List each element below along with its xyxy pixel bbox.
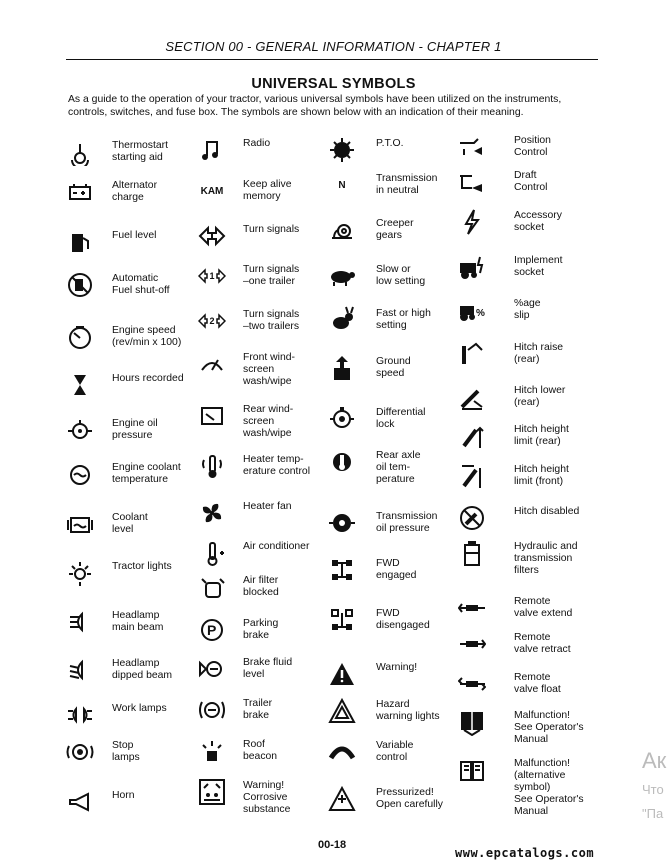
header-rule: [66, 59, 598, 60]
dipped-beam-icon: [64, 654, 96, 686]
turn-one-trailer-icon: [196, 260, 228, 292]
hitch-height-rear-icon: [456, 420, 488, 452]
symbol-label: Rear wind- screen wash/wipe: [243, 404, 294, 439]
symbol-label: Hitch height limit (rear): [514, 424, 569, 447]
trailer-brake-icon: [196, 694, 228, 726]
svg-text:P: P: [207, 622, 217, 638]
watermark-line-3: "Па: [642, 806, 664, 821]
section-header: SECTION 00 - GENERAL INFORMATION - CHAPTER 1: [165, 39, 502, 54]
battery-icon: [64, 176, 96, 208]
heater-temp-icon: [196, 450, 228, 482]
symbol-label: Heater temp- erature control: [243, 454, 310, 477]
page-title: UNIVERSAL SYMBOLS: [251, 76, 416, 92]
symbol-label: Hitch height limit (front): [514, 464, 569, 487]
rear-axle-temp-icon: [326, 446, 358, 478]
coolant-level-icon: [64, 508, 96, 540]
manual-alt-icon: [456, 754, 488, 786]
symbol-label: Draft Control: [514, 170, 548, 193]
symbol-label: Engine speed (rev/min x 100): [112, 325, 182, 348]
watermark-line-2: Что: [642, 782, 664, 797]
turn-signals-icon: [196, 220, 228, 252]
air-filter-icon: [196, 571, 228, 603]
turtle-icon: [326, 260, 358, 292]
footer-url[interactable]: www.epcatalogs.com: [455, 846, 595, 860]
hitch-disabled-icon: [456, 502, 488, 534]
manual-icon: [456, 706, 488, 738]
tractor-lights-icon: [64, 557, 96, 589]
stop-lamps-icon: [64, 736, 96, 768]
symbol-label: Pressurized! Open carefully: [376, 787, 443, 810]
front-wiper-icon: [196, 348, 228, 380]
neutral-text: [326, 169, 358, 201]
symbol-label: Hitch disabled: [514, 506, 580, 517]
svg-text:%: %: [476, 308, 485, 319]
symbol-label: Heater fan: [243, 501, 292, 512]
rear-wiper-icon: [196, 400, 228, 432]
symbol-label: Thermostart starting aid: [112, 140, 169, 163]
symbol-label: Warning!: [376, 662, 418, 673]
symbol-label: Slow or low setting: [376, 264, 426, 287]
symbol-label: Creeper gears: [376, 218, 414, 241]
position-control-icon: [456, 131, 488, 163]
symbol-label: Implement socket: [514, 255, 563, 278]
hitch-height-front-icon: [456, 460, 488, 492]
symbol-label: Automatic Fuel shut-off: [112, 273, 170, 296]
symbol-label: Remote valve retract: [514, 632, 571, 655]
symbol-label: Turn signals –one trailer: [243, 264, 300, 287]
turn-one-trailer-icon-text: 1: [209, 271, 215, 281]
symbol-label: Warning! Corrosive substance: [243, 780, 291, 815]
pto-icon: [326, 134, 358, 166]
symbol-label: Alternator charge: [112, 180, 158, 203]
symbol-label: Work lamps: [112, 703, 167, 714]
symbol-label: Headlamp dipped beam: [112, 658, 173, 681]
symbol-label: Keep alive memory: [243, 179, 292, 202]
draft-control-icon: [456, 166, 488, 198]
coolant-temp-icon: [64, 458, 96, 490]
fuel-shutoff-icon: [64, 269, 96, 301]
rabbit-icon: [326, 304, 358, 336]
symbol-label: P.T.O.: [376, 138, 404, 149]
symbol-label: Tractor lights: [112, 561, 172, 572]
turn-two-trailers-icon: [196, 305, 228, 337]
creeper-snail-icon: [326, 214, 358, 246]
symbol-label: Hazard warning lights: [376, 699, 440, 722]
horn-icon: [64, 786, 96, 818]
symbol-label: FWD disengaged: [376, 608, 430, 631]
symbol-label: Coolant level: [112, 512, 148, 535]
symbol-label: Remote valve float: [514, 672, 561, 695]
symbol-label: Headlamp main beam: [112, 610, 164, 633]
symbol-label: Turn signals –two trailers: [243, 309, 300, 332]
pressurized-icon: [326, 783, 358, 815]
symbol-label: Air filter blocked: [243, 575, 279, 598]
hourglass-icon: [64, 369, 96, 401]
neutral-text-text: N: [338, 179, 346, 191]
slip-icon: [456, 294, 488, 326]
turn-two-trailers-icon-text: 2: [209, 316, 215, 326]
symbol-label: Brake fluid level: [243, 657, 293, 680]
symbol-label: Remote valve extend: [514, 596, 573, 619]
hitch-raise-icon: [456, 338, 488, 370]
oil-pressure-icon: [64, 414, 96, 446]
symbol-label: Accessory socket: [514, 210, 562, 233]
trans-oil-pressure-icon: [326, 507, 358, 539]
symbol-label: Fuel level: [112, 230, 157, 241]
symbol-label: Fast or high setting: [376, 308, 431, 331]
implement-socket-icon: [456, 251, 488, 283]
symbol-label: Position Control: [514, 135, 551, 158]
symbol-label: Ground speed: [376, 356, 411, 379]
symbol-label: Stop lamps: [112, 740, 140, 763]
symbol-label: Trailer brake: [243, 698, 273, 721]
watermark-line-1: Ак: [642, 748, 667, 773]
remote-retract-icon: [456, 628, 488, 660]
symbol-label: Engine coolant temperature: [112, 462, 181, 485]
fuel-pump-icon: [64, 226, 96, 258]
variable-control-icon: [326, 736, 358, 768]
symbol-label: Air conditioner: [243, 541, 310, 552]
symbol-label: Hitch lower (rear): [514, 385, 566, 408]
symbol-label: Radio: [243, 138, 271, 149]
symbol-label: Parking brake: [243, 618, 279, 641]
engine-speed-icon: [64, 321, 96, 353]
symbol-label: Turn signals: [243, 224, 300, 235]
symbol-label: Transmission in neutral: [376, 173, 438, 196]
accessory-socket-icon: [456, 206, 488, 238]
fwd-disengaged-icon: [326, 604, 358, 636]
intro-paragraph: As a guide to the operation of your tractor, various universal symbols have been utilized on the instruments, controls, switches, and fuse box. The symbols are shown below with an indication of their meaning.: [68, 94, 562, 118]
warning-icon: [326, 658, 358, 690]
symbol-label: Front wind- screen wash/wipe: [243, 352, 295, 387]
symbol-label: Engine oil pressure: [112, 418, 158, 441]
brake-fluid-icon: [196, 653, 228, 685]
symbol-label: Differential lock: [376, 407, 426, 430]
symbol-label: Horn: [112, 790, 135, 801]
air-conditioner-icon: [196, 537, 228, 569]
work-lamps-icon: [64, 699, 96, 731]
roof-beacon-icon: [196, 735, 228, 767]
symbol-label: Rear axle oil tem- perature: [376, 450, 421, 485]
remote-extend-icon: [456, 592, 488, 624]
parking-brake-icon: [196, 614, 228, 646]
thermostart-icon: [64, 136, 96, 168]
symbol-label: Hydraulic and transmission filters: [514, 541, 578, 576]
page-number: 00-18: [318, 839, 347, 851]
symbol-label: Malfunction! See Operator's Manual: [514, 710, 584, 745]
symbol-label: Variable control: [376, 740, 414, 763]
symbol-label: Transmission oil pressure: [376, 511, 438, 534]
symbol-label: Hitch raise (rear): [514, 342, 564, 365]
kam-text: [196, 175, 228, 207]
corrosive-icon: [196, 776, 228, 808]
ground-speed-icon: [326, 352, 358, 384]
symbol-label: Roof beacon: [243, 739, 278, 762]
heater-fan-icon: [196, 497, 228, 529]
differential-lock-icon: [326, 403, 358, 435]
hitch-lower-icon: [456, 381, 488, 413]
symbol-label: FWD engaged: [376, 558, 417, 581]
main-beam-icon: [64, 606, 96, 638]
hazard-icon: [326, 695, 358, 727]
symbol-label: Hours recorded: [112, 373, 184, 384]
symbol-label: %age slip: [514, 298, 541, 321]
kam-text-text: KAM: [200, 185, 224, 197]
symbol-label: Malfunction! (alternative symbol) See Operator's Manual: [514, 758, 584, 817]
fwd-engaged-icon: [326, 554, 358, 586]
remote-float-icon: [456, 668, 488, 700]
hydraulic-filter-icon: [456, 537, 488, 569]
radio-icon: [196, 134, 228, 166]
